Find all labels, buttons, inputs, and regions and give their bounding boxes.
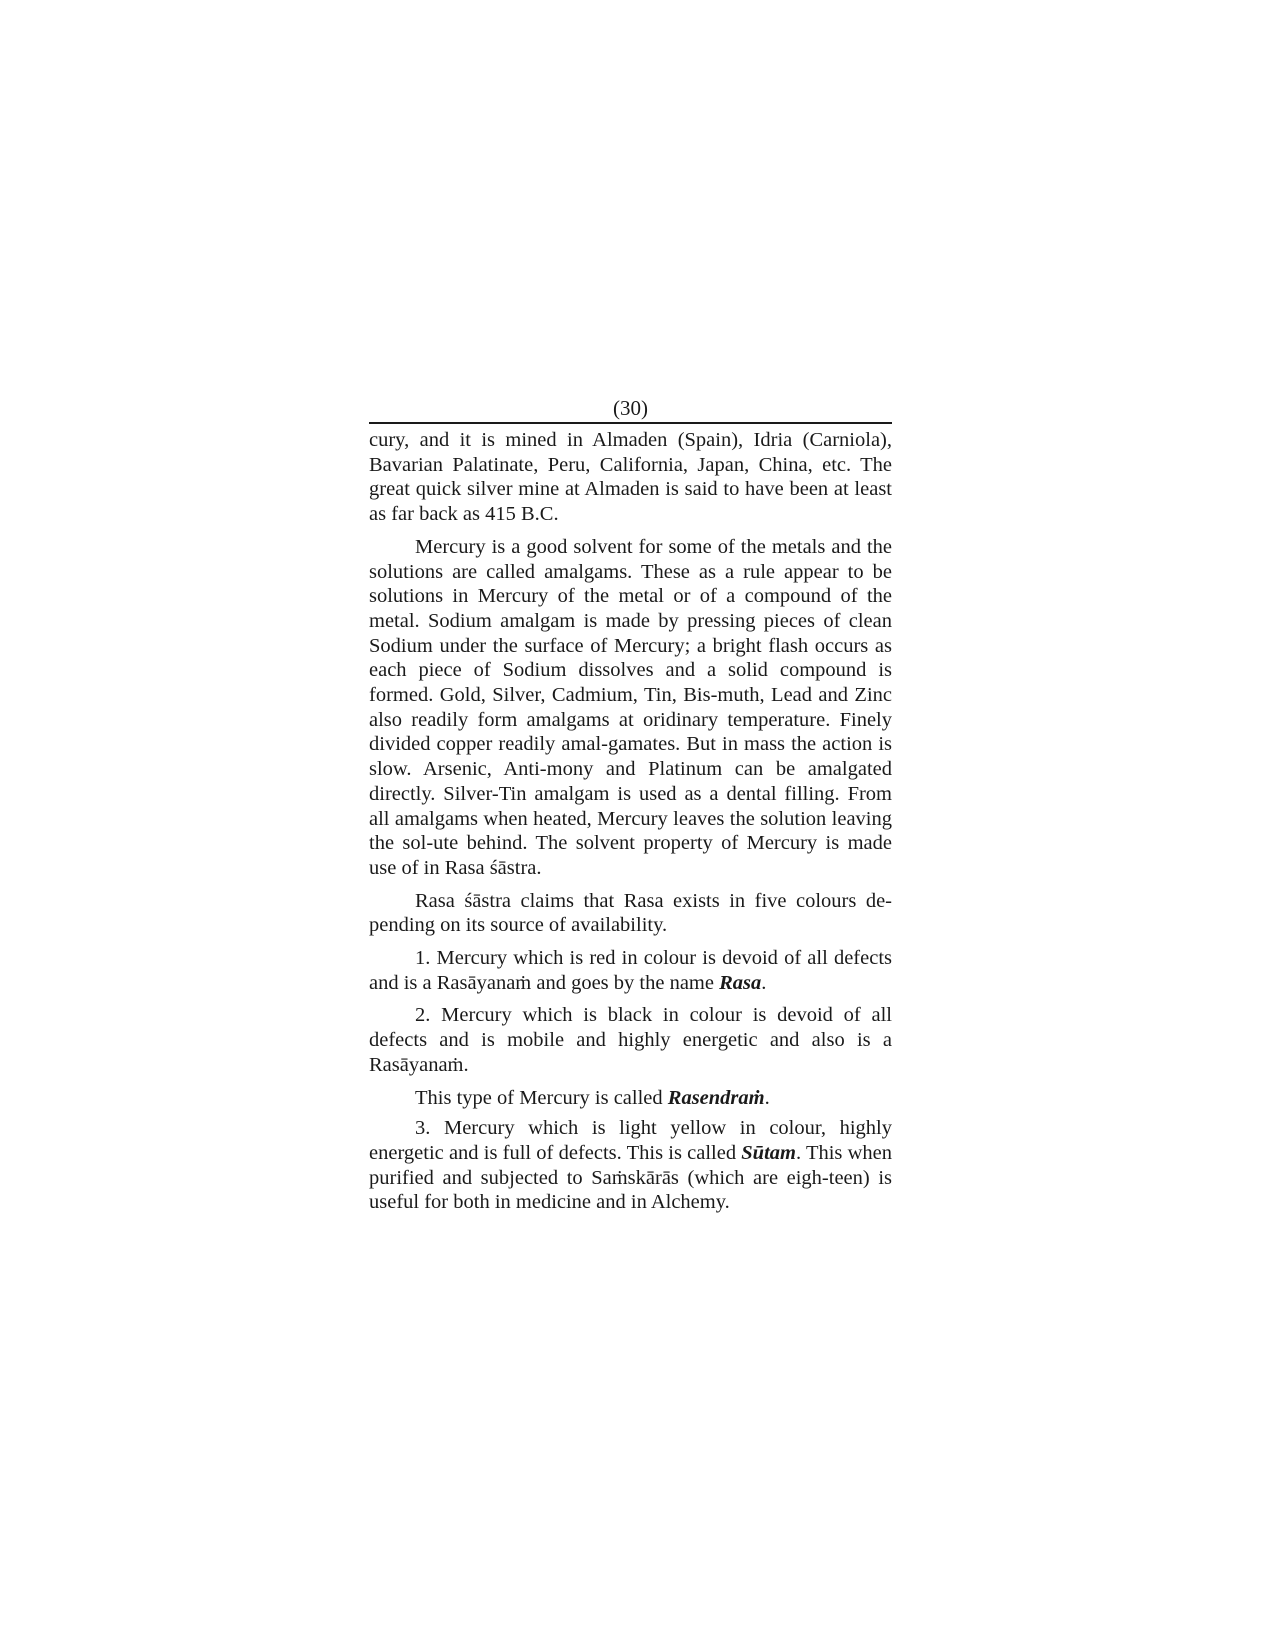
paragraph-five-colours: Rasa śāstra claims that Rasa exists in five colours de-pending on its source of availability. [369,889,892,937]
paragraph-black-mercury: 2. Mercury which is black in colour is devoid of all defects and is mobile and highly energetic and also is a Rasāyanaṁ. [369,1004,892,1076]
text-segment: This type of Mercury is called [415,1086,668,1109]
text-segment: . [764,1086,770,1109]
paragraph-mercury-mines: cury, and it is mined in Almaden (Spain), Idria (Carniola), Bavarian Palatinate, Peru, California, Japan, China, etc. The great quick silver mine at Almaden is said to have been at least as far back as 415 B.C. [369,429,892,526]
book-page [369,396,892,1223]
paragraph-red-mercury [369,946,892,995]
term-rasa: Rasa [719,971,762,994]
paragraph-yellow-mercury [369,1116,892,1215]
page-number: (30) [613,396,648,420]
text-segment: . This when purified and subjected to Saṁskārās (which are eigh-teen) is useful for both in medicine and in Alchemy. [369,1141,892,1214]
header-rule [369,422,892,424]
paragraph-amalgams: Mercury is a good solvent for some of the metals and the solutions are called amalgams. These as a rule appear to be solutions in Mercury of the metal or of a compound of the metal. Sodium amalgam is made by pressing pieces of clean Sodium under the surface of Mercury; a bright flash occurs as each piece of Sodium dissolves and a solid compound is formed. Gold, Silver, Cadmium, Tin, Bis-muth, Lead and Zinc also readily form amalgams at oridinary temperature. Finely divided copper readily amal-gamates. But in mass the action is slow. Arsenic, Anti-mony and Platinum can be amalgated directly. Silver-Tin amalgam is used as a dental filling. From all amalgams when heated, Mercury leaves the solution leaving the sol-ute behind. The solvent property of Mercury is made use of in Rasa śāstra. [369,535,892,879]
text-segment: 1. Mercury which is red in colour is devoid of all defects and is a Rasāyanaṁ and goes by the name [369,947,892,994]
term-sutam: Sūtam [741,1141,796,1164]
term-rasendram: Rasendraṁ [667,1086,765,1109]
paragraph-rasendram [369,1086,892,1111]
text-segment: 3. Mercury which is light yellow in colour, highly energetic and is full of defects. This is called [369,1117,892,1164]
text-segment: . [761,971,767,994]
